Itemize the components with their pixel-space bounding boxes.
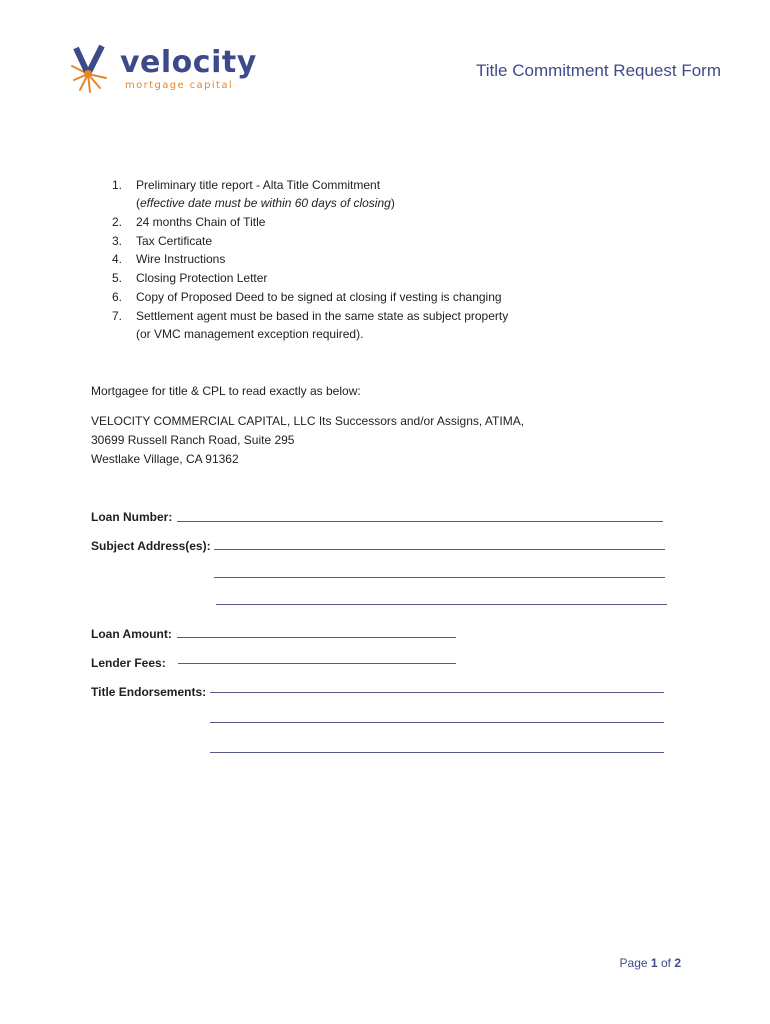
list-number: 4.	[111, 252, 122, 266]
page-of-word: of	[660, 956, 671, 970]
list-number: 6.	[111, 290, 122, 304]
page-number	[620, 955, 681, 971]
note-italic: effective date must be within 60 days of closing	[140, 196, 391, 210]
list-text: Preliminary title report - Alta Title Commitment	[136, 178, 381, 192]
title-endorsements-label: Title Endorsements:	[91, 685, 207, 699]
list-item	[0, 232, 770, 250]
loan-amount-label: Loan Amount:	[91, 627, 172, 641]
list-number: 5.	[111, 271, 122, 285]
page-total: 2	[674, 956, 681, 970]
loan-number-field[interactable]	[177, 521, 663, 522]
list-item	[0, 288, 770, 306]
list-number: 3.	[111, 234, 122, 248]
list-text: Wire Instructions	[136, 252, 226, 266]
list-item	[0, 213, 770, 231]
logo-wordmark: velocity	[120, 45, 257, 80]
loan-number-label: Loan Number:	[91, 510, 173, 524]
title-endorsements-field-2[interactable]	[210, 722, 664, 723]
list-item-note: (or VMC management exception required).	[136, 327, 364, 341]
lender-fees-label: Lender Fees:	[91, 656, 166, 670]
list-item	[0, 176, 770, 194]
mortgagee-line-1: VELOCITY COMMERCIAL CAPITAL, LLC Its Successors and/or Assigns, ATIMA,	[91, 414, 525, 428]
list-text: Closing Protection Letter	[136, 271, 268, 285]
mortgagee-line-3: Westlake Village, CA 91362	[91, 452, 239, 466]
subject-address-field-1[interactable]	[214, 549, 665, 550]
note-close: )	[390, 196, 395, 210]
mortgagee-intro: Mortgagee for title & CPL to read exactly as below:	[91, 384, 361, 398]
subject-address-field-2[interactable]	[214, 577, 665, 578]
page-current: 1	[650, 956, 658, 970]
title-endorsements-field-3[interactable]	[210, 752, 664, 753]
list-text: Settlement agent must be based in the same state as subject property	[136, 309, 509, 323]
subject-address-field-3[interactable]	[216, 604, 667, 605]
list-item	[0, 250, 770, 268]
title-endorsements-field-1[interactable]	[210, 692, 664, 693]
list-item	[0, 269, 770, 287]
list-number: 1.	[111, 178, 122, 192]
list-text: Copy of Proposed Deed to be signed at closing if vesting is changing	[136, 290, 502, 304]
list-text: Tax Certificate	[136, 234, 213, 248]
loan-amount-field[interactable]	[177, 637, 456, 638]
mortgagee-line-2: 30699 Russell Ranch Road, Suite 295	[91, 433, 295, 447]
velocity-logo	[70, 44, 257, 100]
page-word: Page	[619, 956, 648, 970]
logo-tagline: mortgage capital	[125, 80, 234, 91]
list-number: 2.	[111, 215, 122, 229]
starburst-logo-icon	[70, 44, 122, 96]
list-text: 24 months Chain of Title	[136, 215, 266, 229]
list-number: 7.	[111, 309, 122, 323]
lender-fees-field[interactable]	[178, 663, 456, 664]
subject-address-label: Subject Address(es):	[91, 539, 211, 553]
list-item	[0, 307, 770, 325]
page-title: Title Commitment Request Form	[476, 61, 721, 80]
note-open: (	[136, 196, 140, 210]
list-item-note	[136, 194, 395, 212]
